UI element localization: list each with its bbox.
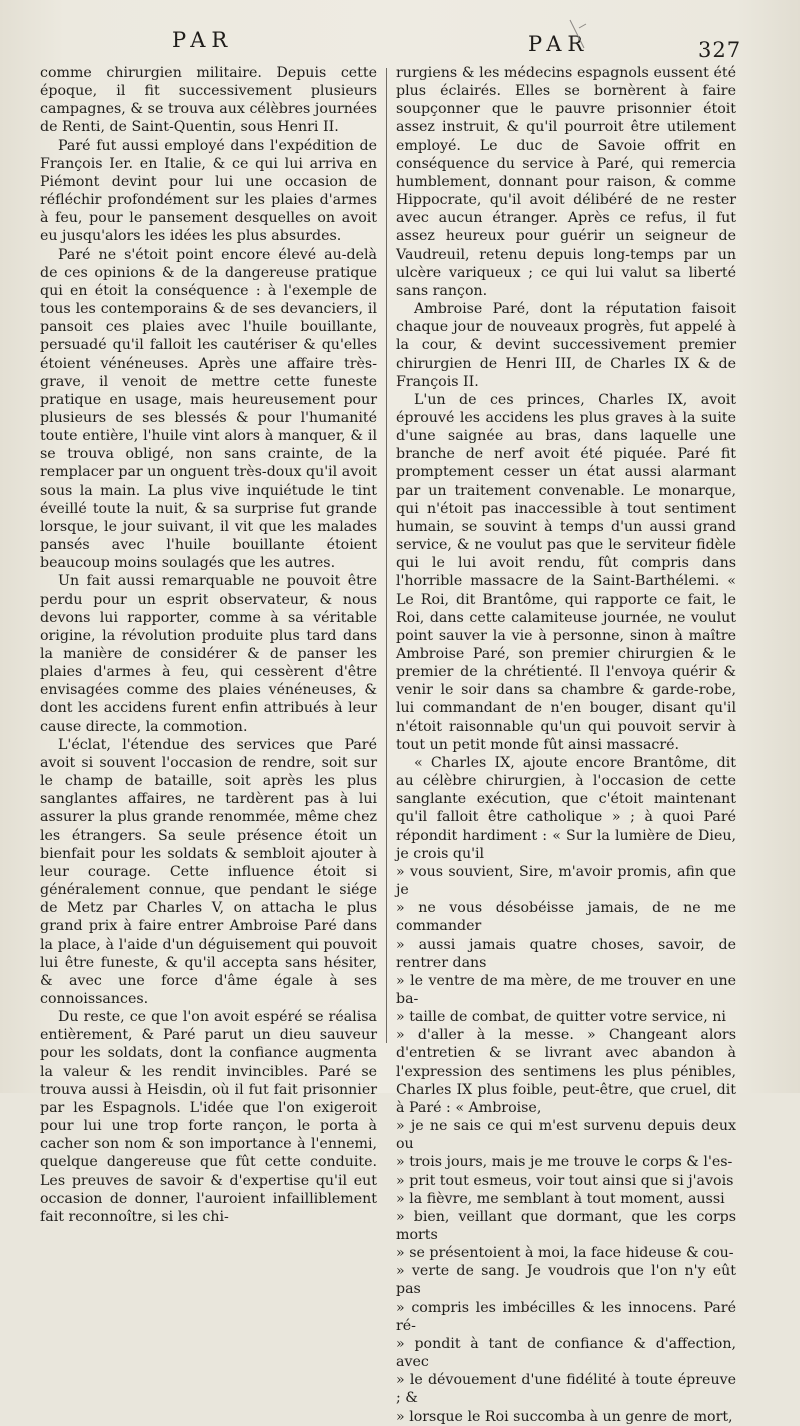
quote-line: » vous souvient, Sire, m'avoir promis, afin que je: [396, 863, 736, 899]
running-header: [0, 28, 800, 64]
paragraph: Du reste, ce que l'on avoit espéré se réalisa entièrement, & Paré parut un dieu sauveur pour les soldats, dont la confiance augmenta la valeur & les rendit invincibles. Paré se trouva aussi à Heisdin, où il fut fait prisonnier par les Espagnols. L'idée que l'on exigeroit pour lui une trop forte rançon, le porta à cacher son nom & son importance à l'ennemi, quelque dangereuse que fût cette conduite. Les preuves de savoir & d'expertise qu'il eut occasion de donner, l'auroient infailliblement fait reconnoître, si les chi-: [40, 1009, 377, 1225]
paragraph: Paré fut aussi employé dans l'expédition de François Ier. en Italie, & ce qui lui arriva en Piémont devint pour lui une occasion de réfléchir profondément sur les plaies d'armes à feu, pour le pansement desquelles on avoit eu jusqu'alors les idées les plus absurdes.: [40, 137, 377, 245]
column-divider: [386, 68, 387, 1043]
paragraph: L'un de ces princes, Charles IX, avoit éprouvé les accidens les plus graves à la suite d'une saignée au bras, dans laquelle une branche de nerf avoit été piquée. Paré fit promptement cesser un état aussi alarmant par un traitement convenable. Le monarque, qui n'étoit pas inaccessible à tout sentiment humain, se souvint à temps d'un aussi grand service, & ne voulut pas que le serviteur fidèle qui le lui avoit rendu, fût compris dans l'horrible massacre de la Saint-Barthélemi. « Le Roi, dit Brantôme, qui rapporte ce fait, le Roi, dans cette calamiteuse journée, ne voulut point sauver la vie à personne, sinon à maître Ambroise Paré, son premier chirurgien & le premier de la chrétienté. Il l'envoya quérir & venir le soir dans sa chambre & garde-robe, lui commandant de n'en bouger, disant qu'il n'étoit raisonnable qu'un qui pouvoit servir à tout un petit monde fût ainsi massacré.: [396, 391, 736, 753]
paragraph: comme chirurgien militaire. Depuis cette époque, il fit successivement plusieurs campagnes, & se trouva aux célèbres journées de Renti, de Saint-Quentin, sous Henri II.: [40, 65, 377, 136]
quote-line: » le ventre de ma mère, de me trouver en une ba-: [396, 972, 736, 1007]
paragraph: Paré ne s'étoit point encore élevé au-delà de ces opinions & de la dangereuse pratique qui en étoit la conséquence : à l'exemple de tous les contemporains & de ses devanciers, il pansoit ces plaies avec l'huile bouillante, persuadé qu'il falloit les cautériser & qu'elles étoient vénéneuses. Après une affaire très-grave, il venoit de mettre cette funeste pratique en usage, mais heureusement pour plusieurs de ses blessés & pour l'humanité toute entière, l'huile vint alors à manquer, & il se trouva obligé, non sans crainte, de la remplacer par un onguent très-doux qu'il avoit sous la main. La plus vive inquiétude le tint éveillé toute la nuit, & sa surprise fut grande lorsque, le jour suivant, il vit que les malades pansés avec l'huile bouillante étoient beaucoup moins soulagés que les autres.: [40, 246, 377, 572]
quote-line: » bien, veillant que dormant, que les corps morts: [396, 1208, 736, 1243]
quote-line: » lorsque le Roi succomba à un genre de mort,: [396, 1408, 733, 1425]
quote-line: » le dévouement d'une fidélité à toute épreuve ; &: [396, 1372, 736, 1407]
right-column: [396, 64, 736, 1426]
paragraph: L'éclat, l'étendue des services que Paré avoit si souvent l'occasion de rendre, soit sur le champ de bataille, soit après les plus sanglantes affaires, ne tardèrent pas à lui assurer la plus grande renommée, même chez les étrangers. Sa seule présence étoit un bienfait pour les soldats & sembloit ajouter à leur courage. Cette influence étoit si généralement connue, que pendant le siége de Metz par Charles V, on attacha le plus grand prix à faire entrer Ambroise Paré dans la place, à l'aide d'un déguisement qui pouvoit lui être funeste, & qu'il accepta sans hésiter, & avec une force d'âme égale à ses connoissances.: [40, 736, 377, 1007]
paragraph: Ambroise Paré, dont la réputation faisoit chaque jour de nouveaux progrès, fut appelé à la cour, & devint successivement premier chirurgien de Henri III, de Charles IX & de François II.: [396, 301, 736, 390]
quote-line: » se présentoient à moi, la face hideuse & cou-: [396, 1245, 734, 1262]
quote-line: » je ne sais ce qui m'est survenu depuis deux ou: [396, 1118, 736, 1153]
quote-line: » aussi jamais quatre choses, savoir, de rentrer dans: [396, 936, 736, 971]
quote-line: » trois jours, mais je me trouve le corps & l'es-: [396, 1154, 733, 1171]
paragraph: Un fait aussi remarquable ne pouvoit être perdu pour un esprit observateur, & nous devons lui rapporter, comme à sa véritable origine, la révolution produite plus tard dans la manière de considérer & de panser les plaies d'armes à feu, qui cessèrent d'être envisagées comme des plaies vénéneuses, & dont les accidens furent enfin attribués à leur cause directe, la commotion.: [40, 573, 377, 735]
quote-line: » prit tout esmeus, voir tout ainsi que si j'avois: [396, 1172, 734, 1189]
quote-line: » ne vous désobéisse jamais, de ne me commander: [396, 900, 736, 935]
header-left-title: PAR: [172, 28, 234, 52]
quote-line: » pondit à tant de confiance & d'affection, avec: [396, 1335, 736, 1371]
paragraph: rurgiens & les médecins espagnols eussent été plus éclairés. Elles se bornèrent à faire soupçonner que le pauvre prisonnier étoit assez instruit, & qu'il pourroit être utilement employé. Le duc de Savoie offrit en conséquence du service à Paré, qui remercia humblement, donnant pour raison, & comme Hippocrate, qu'il avoit délibéré de ne rester avec aucun étranger. Après ce refus, il fut assez heureux pour guérir un seigneur de Vaudreuil, retenu depuis long-temps par un ulcère variqueux ; ce qui lui valut sa liberté sans rançon.: [396, 65, 736, 299]
pen-mark-icon: [566, 18, 592, 52]
paragraph: « Charles IX, ajoute encore Brantôme, dit au célèbre chirurgien, à l'occasion de cette sanglante exécution, que c'étoit maintenant qu'il falloit être catholique » ; à quoi Paré répondit hardiment : « Sur la lumière de Dieu, je crois qu'il: [396, 754, 736, 862]
header-right-title: PAR: [528, 32, 590, 56]
quote-line: » taille de combat, de quitter votre service, ni: [396, 1009, 726, 1026]
quote-line: » la fièvre, me semblant à tout moment, aussi: [396, 1190, 725, 1207]
quote-line: » verte de sang. Je voudrois que l'on n'y eût pas: [396, 1263, 736, 1298]
page-number: 327: [698, 38, 742, 62]
quote-line: » compris les imbécilles & les innocens. Paré ré-: [396, 1299, 736, 1334]
left-column: [40, 64, 377, 1226]
quote-line: » d'aller à la messe. » Changeant alors d'entretien & se livrant avec abandon à l'expression des sentimens les plus pénibles, Charles IX plus foible, peut-être, que cruel, dit à Paré : « Ambroise,: [396, 1027, 736, 1116]
